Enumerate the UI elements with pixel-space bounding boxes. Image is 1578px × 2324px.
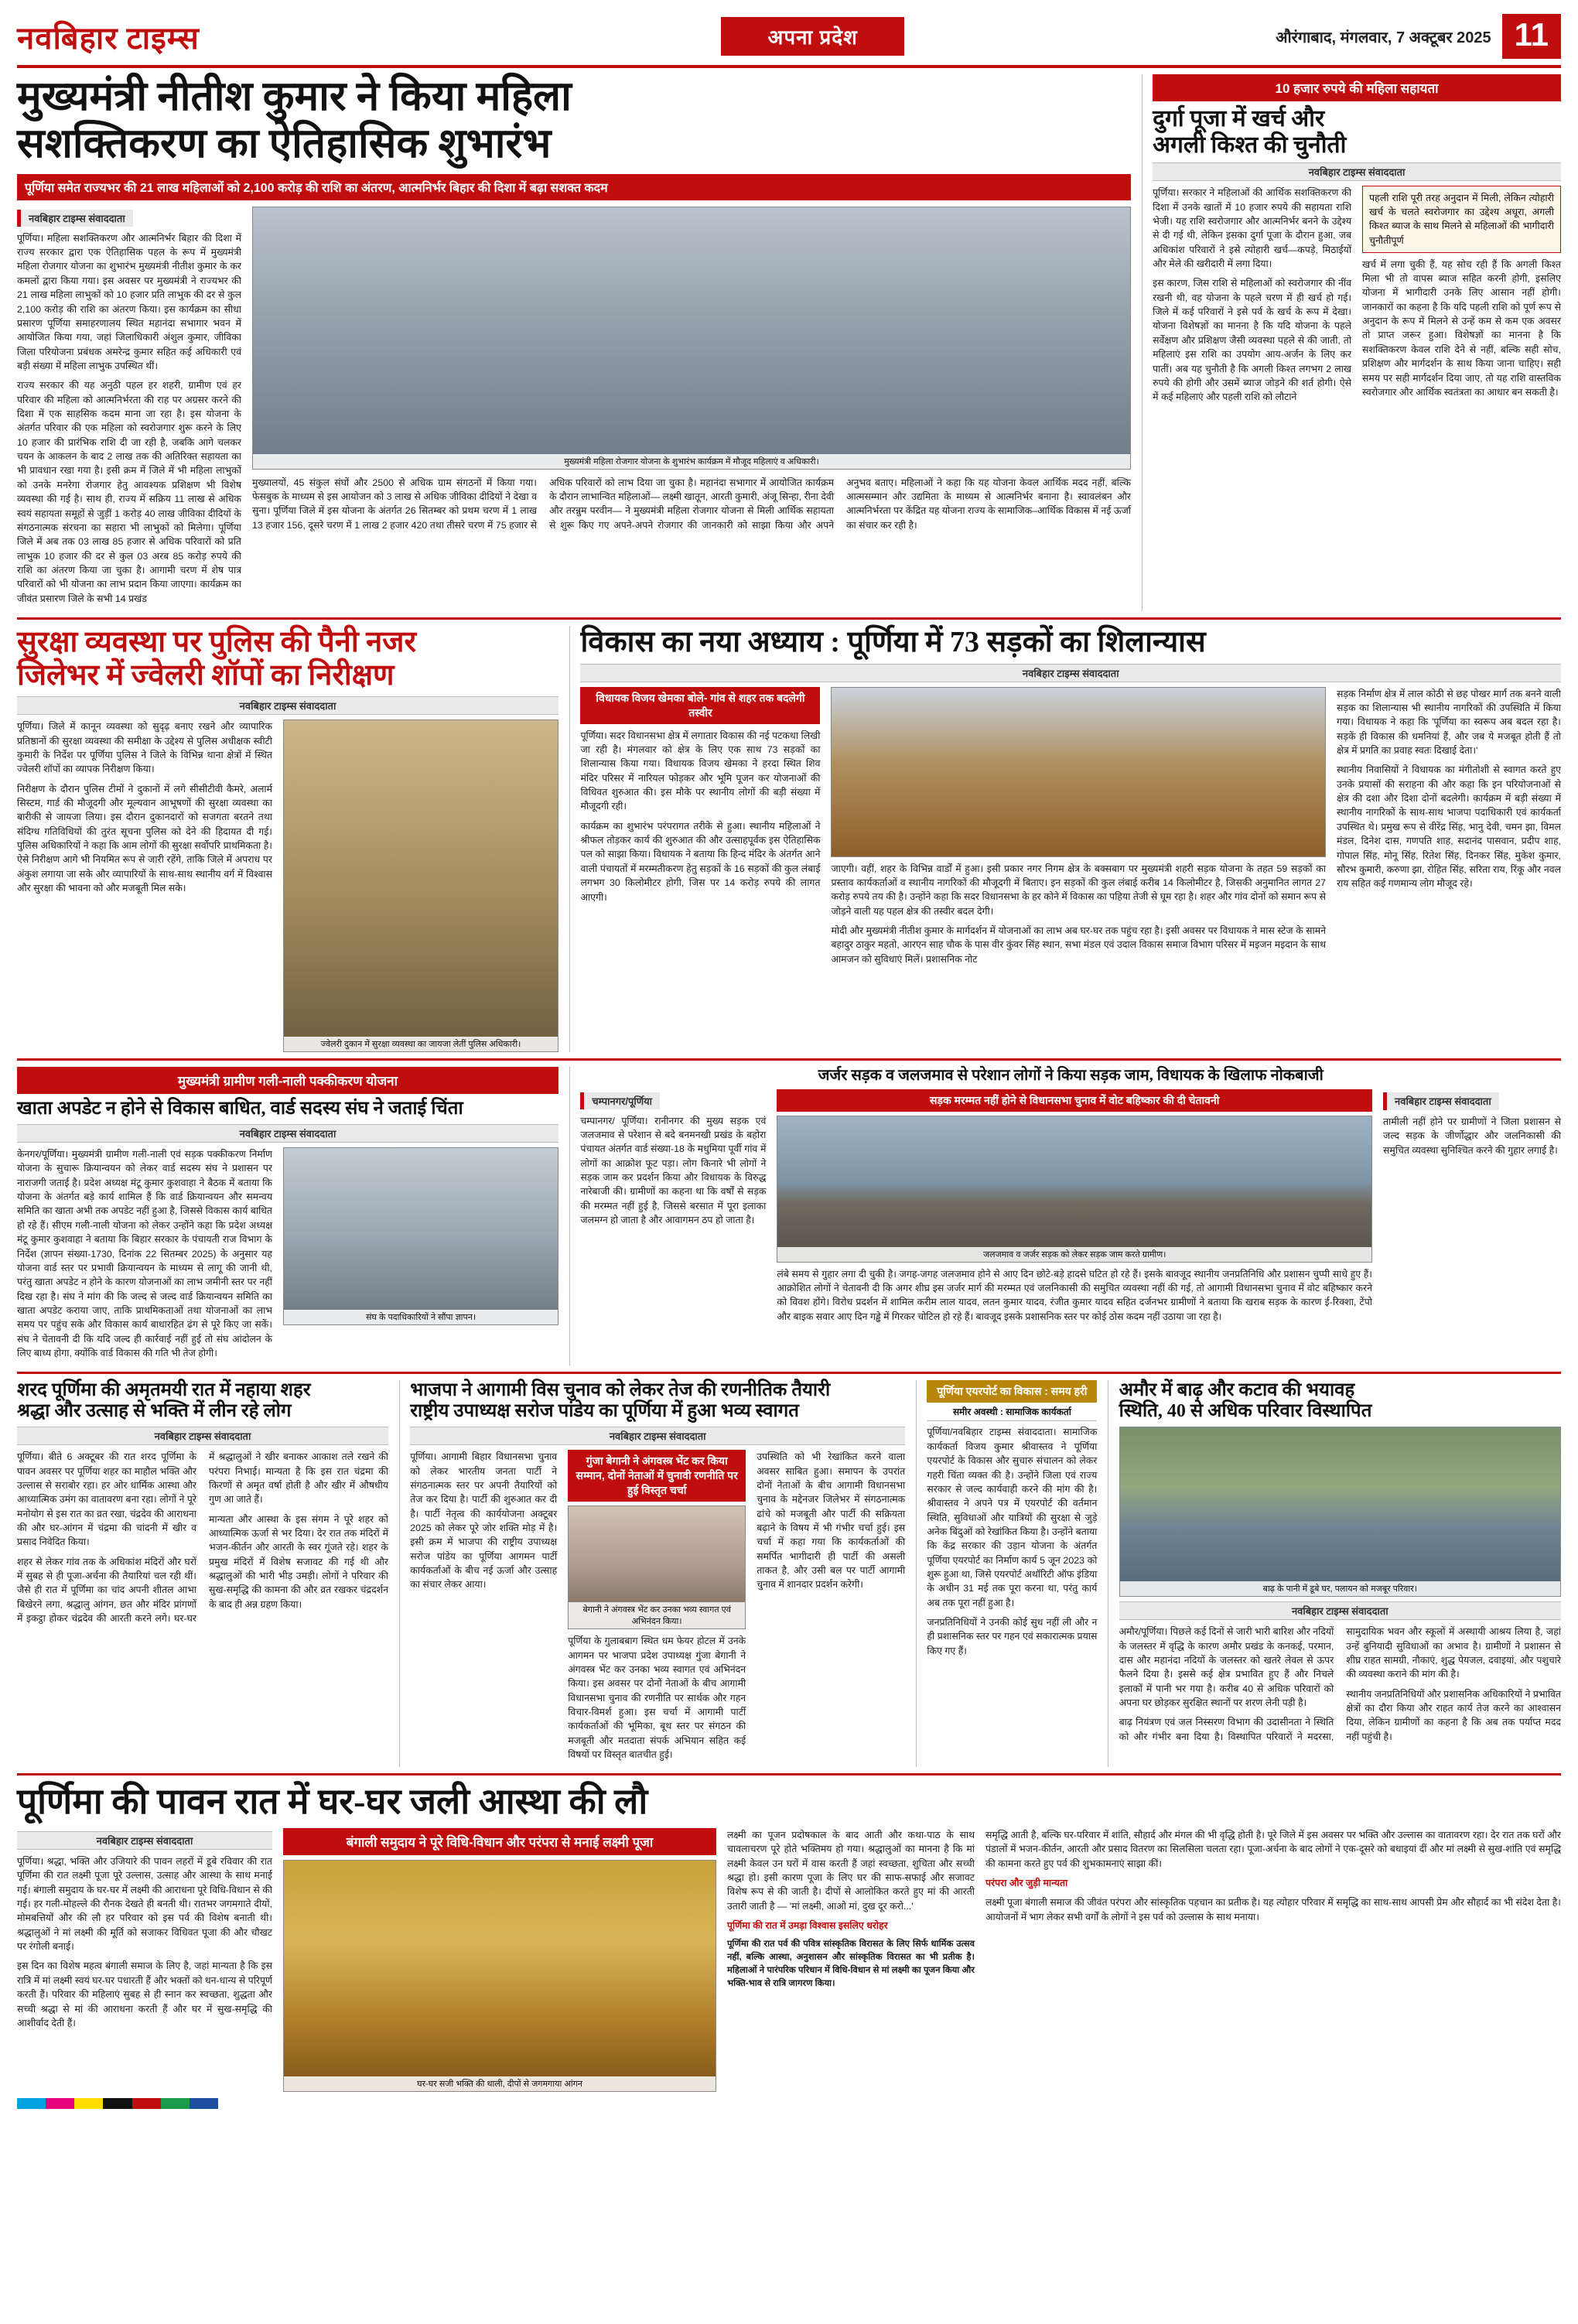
masthead-right (1276, 14, 1561, 59)
bjp-photo (568, 1505, 746, 1629)
lead-photo (252, 207, 1131, 470)
jarjar-photo (777, 1116, 1372, 1263)
color-registration-strip (17, 2098, 218, 2109)
flood-photo (1119, 1427, 1561, 1597)
airport-redbar: पूर्णिया एयरपोर्ट का विकास : समय हरी (927, 1380, 1097, 1403)
police-photo-wrap (283, 719, 558, 1052)
lead-subhead: पूर्णिया समेत राज्यभर की 21 लाख महिलाओं को 2,100 करोड़ की राशि का अंतरण, आत्मनिर्भर बिहार की दिशा में बढ़ा सशक्त कदम (17, 174, 1131, 200)
top-right-kicker: पहली राशि पूरी तरह अनुदान में मिली, लेकिन त्योहारी खर्च के चलते स्वरोजगार का उद्देश्य अधूरा, अगली किश्त ब्याज के साथ मिलने से महिलाओं की भागीदारी चुनौतीपूर्ण (1362, 186, 1561, 253)
lakshmi-col-1 (17, 1828, 272, 2092)
lakshmi-para-5: समृद्धि आती है, बल्कि घर-परिवार में शांति, सौहार्द और मंगल की भी वृद्धि होती है। पूरे जिले में इस अवसर पर भक्ति और उल्लास का वातावरण रहा। देर रात तक घरों और पंडालों में भजन-कीर्तन, आरती और प्रसाद वितरण का सिलसिला चलता रहा। पूजा-अर्चना के बाद लोगों ने एक-दूसरे को बधाइयां दीं और मां लक्ष्मी से सुख-शांति एवं समृद्धि की कामना करते हुए पर्व की शुभकामनाएं साझा कीं। (985, 1829, 1562, 1869)
vikas-para-5: सड़क निर्माण क्षेत्र में लाल कोठी से छह पोखर मार्ग तक बनने वाली सड़क का शिलान्यास भी स्थानीय नागरिकों की उपस्थिति में किया गया। विधायक ने कहा कि 'पूर्णिया का स्वरूप अब बदल रहा है। सड़कें ही विकास की धमनियां हैं, और जब ये मजबूत होती हैं तो क्षेत्र में प्रगति का प्रवाह स्वतः दिखाई देता।' (1337, 688, 1561, 757)
top-right-byline: नवबिहार टाइम्स संवाददाता (1153, 162, 1561, 181)
lead-col-1 (17, 207, 241, 611)
bjp-byline: नवबिहार टाइम्स संवाददाता (410, 1427, 905, 1445)
police-story (17, 626, 558, 1052)
jarjar-para-3: तामीली नहीं होने पर ग्रामीणों ने जिला प्रशासन से जल्द सड़क के जीर्णोद्धार और जलनिकासी की समुचित व्यवस्था सुनिश्चित करने की गुहार लगाई है। (1383, 1116, 1561, 1156)
vikas-photo (831, 687, 1326, 857)
vikas-subbar: विधायक विजय खेमका बोले- गांव से शहर तक बदलेगी तस्वीर (580, 687, 820, 724)
gali-nali-redbar: मुख्यमंत्री ग्रामीण गली-नाली पक्कीकरण योजना (17, 1067, 558, 1094)
top-right-headline-line2: अगली किश्त की चुनौती (1153, 132, 1347, 158)
lakshmi-photo (283, 1860, 716, 2092)
sharad-headline-line1: शरद पूर्णिमा की अमृतमयी रात में नहाया शहर (17, 1380, 311, 1401)
flood-story (1119, 1380, 1561, 1767)
lead-body (17, 207, 1131, 611)
lakshmi-col-2 (283, 1828, 716, 2092)
bjp-col-3 (757, 1450, 905, 1767)
vikas-headline (580, 626, 1561, 659)
airport-report (927, 1380, 1097, 1767)
masthead (17, 14, 1561, 68)
lakshmi-para-2: इस दिन का विशेष महत्व बंगाली समाज के लिए है, जहां मान्यता है कि इस रात्रि में मां लक्ष्मी स्वयं घर-घर पधारती हैं और भक्तों को धन-धान्य से परिपूर्ण करती हैं। परिवार की महिलाएं सुबह से ही स्नान कर स्वच्छता, शुद्धता और सच्ची श्रद्धा से मां की आराधना करती हैं और घर में सुख-समृद्धि की आशीर्वाद देती हैं। (17, 1960, 272, 2028)
lakshmi-redbar: बंगाली समुदाय ने पूरे विधि-विधान और परंपरा से मनाई लक्ष्मी पूजा (283, 1828, 716, 1855)
sharad-byline: नवबिहार टाइम्स संवाददाता (17, 1427, 388, 1445)
lakshmi-story (17, 1782, 1561, 2092)
gali-nali-col-1 (17, 1147, 272, 1365)
lead-photo-below-text (252, 476, 1131, 535)
lakshmi-byline: नवबिहार टाइम्स संवाददाता (17, 1831, 272, 1850)
gali-nali-photo (283, 1147, 558, 1325)
police-headline-line1: सुरक्षा व्यवस्था पर पुलिस की पैनी नजर (17, 626, 417, 659)
top-right-para-3: खर्च में लगा चुकी हैं, यह सोच रही हैं कि अगली किश्त मिला भी तो वापस ब्याज सहित करनी होगी, इसलिए योजना में भागीदारी उनके लिए आसान नहीं होगी। जानकारों का कहना है कि यदि पहली राशि को पूर्ण रूप से अनुदान के रूप में मिलने से उन्हें कम से कम एक अवसर तो प्राप्त जरूर हुआ। विशेषज्ञों का मानना है कि सशक्तिकरण केवल राशि देने से नहीं, बल्कि सही सोच, प्रशिक्षण और मार्गदर्शन के साथ किया जाना चाहिए। सही समय पर सही मार्गदर्शन दिया जाए, तो यह राशि वास्तविक स्वरोजगार और आर्थिक स्वतंत्रता का आधार बन सकती है। (1362, 258, 1561, 398)
masthead-center (350, 17, 1276, 56)
lakshmi-para-4: पूर्णिमा की रात पर्व की पवित्र सांस्कृतिक विरासत के लिए सिर्फ धार्मिक उत्सव नहीं, बल्कि आस्था, अनुशासन और सांस्कृतिक विरासत का भी प्रतीक है। महिलाओं ने पारंपरिक परिधान में विधि-विधान से मां लक्ष्मी का पूजन किया और भक्ति-भाव से रात्रि जागरण किया। (727, 1940, 975, 1989)
gali-nali-headline: खाता अपडेट न होने से विकास बाधित, वार्ड सदस्य संघ ने जताई चिंता (17, 1099, 463, 1119)
second-section (17, 626, 1561, 1052)
bjp-headline-line1: भाजपा ने आगामी विस चुनाव को लेकर तेज की रणनीतिक तैयारी (410, 1380, 831, 1401)
bjp-photo-caption: बेगानी ने अंगवस्त्र भेंट कर उनका भव्य स्वागत एवं अभिनंदन किया। (569, 1602, 745, 1629)
vikas-para-4: मोदी और मुख्यमंत्री नीतीश कुमार के मार्गदर्शन में योजनाओं का लाभ अब घर-घर तक पहुंच रहा है। इसी अवसर पर विधायक ने मास स्टेज के सामने बहादुर ठाकुर महतो, आरएन साह चौक के पास वीर कुंवर सिंह स्थान, सभा मंडल एवं उदाल विकास समाज विभाग परिसर में मइजन मइदान के साथ आमजन को सुविधाएं मिलें। प्रशासनिक नोट (831, 925, 1326, 965)
police-body (17, 719, 558, 1052)
lead-story (17, 74, 1131, 611)
jarjar-story (580, 1067, 1561, 1365)
top-right-story (1153, 74, 1561, 611)
gali-nali-para-1: केनगर/पूर्णिया। मुख्यमंत्री ग्रामीण गली-नाली एवं सड़क पक्कीकरण निर्माण योजना के सुचारू क्रियान्वयन को लेकर वार्ड सदस्य संघ ने प्रशासन पर नाराजगी जताई है। प्रदेश अध्यक्ष मंटू कुमार कुशवाहा ने बैठक में बताया कि योजना के अंतर्गत बड़े कार्य शामिल हैं कि वार्ड क्रियान्वयन और समन्वय समिति का खाता अभी तक अपडेट नहीं हुआ है, जिससे विकास कार्य बाधित हो रहे हैं। सीएम गली-नाली योजना को लेकर उन्होंने कहा कि प्रदेश अध्यक्ष मंटू कुमार कुशवाहा ने बताया कि बिहार सरकार के पंचायती राज विभाग के निर्देश (ज्ञापन संख्या-1730, दिनांक 22 सितम्बर 2025) के अनुसार यह योजना वार्ड स्तर पर प्रभावी क्रियान्वयन के माध्यम से लागू की जानी थी, परंतु खाता अपडेट न होने के कारण योजनाओं का लाभ जमीनी स्तर पर नहीं दिख रहा है। संघ ने मांग की कि जल्द से जल्द वार्ड क्रियान्वयन समिति का खाता अपडेट कराया जाए, ताकि प्राथमिकताओं तथा योजनाओं का लाभ समय पर पहुंच सके और विकास कार्य बाधारहित ढंग से पूरे किए जा सकें। संघ ने चेतावनी दी कि यदि जल्द ही कार्रवाई नहीं हुई तो संघ आंदोलन के लिए बाध्य होगा, क्योंकि वार्ड विकास की गति भी तेज होगी। (17, 1149, 272, 1359)
vikas-story (580, 626, 1561, 1052)
airport-para-1: पूर्णिया/नवबिहार टाइम्स संवाददाता। सामाजिक कार्यकर्ता विजय कुमार श्रीवास्तव ने पूर्णिया एयरपोर्ट के विकास और सुचारु संचालन को लेकर गहरी चिंता व्यक्त की है। उन्होंने जिला एवं राज्य सरकार से जल्द कार्यवाही करने की मांग की है। श्रीवास्तव ने अपने पत्र में एयरपोर्ट की वर्तमान स्थिति, सुविधाओं और यात्रियों की सुरक्षा से जुड़े अनेक बिंदुओं को रेखांकित किया है। उन्होंने बताया कि केंद्र सरकार की उड़ान योजना के अंतर्गत पूर्णिया एयरपोर्ट का निर्माण कार्य 5 जून 2023 को शुरू हुआ था, जिसे एयरपोर्ट अथॉरिटी ऑफ इंडिया के अधीन 31 मई तक पूरा करना था, परंतु कार्य अब तक पूरा नहीं हुआ है। (927, 1427, 1098, 1608)
top-right-body (1153, 186, 1561, 409)
flood-headline-line1: अमौर में बाढ़ और कटाव की भयावह (1119, 1380, 1355, 1401)
police-photo-caption: ज्वेलरी दुकान में सुरक्षा व्यवस्था का जायजा लेतीं पुलिस अधिकारी। (284, 1037, 558, 1051)
bjp-redbar: गुंजा बेगानी ने अंगवस्त्र भेंट कर किया सम्मान, दोनों नेताओं में चुनावी रणनीति पर हुई विस्तृत चर्चा (568, 1450, 746, 1502)
lead-photo-wrap (252, 207, 1131, 611)
fourth-section (17, 1380, 1561, 1767)
vikas-col-3 (1337, 687, 1561, 972)
lakshmi-col-4 (985, 1828, 1561, 2092)
lead-para-1: पूर्णिया। महिला सशक्तिकरण और आत्मनिर्भर बिहार की दिशा में राज्य सरकार द्वारा एक ऐतिहासिक पहल के रूप में मुख्यमंत्री महिला रोजगार योजना का शुभारंभ मुख्यमंत्री नीतीश कुमार के कर कमलों द्वारा किया गया। इस अवसर पर मुख्यमंत्री ने राज्यभर की 21 लाख महिला लाभुकों को 10 हजार प्रति लाभुक की दर से कुल 2,100 करोड़ की राशि का अंतरण किया। इस कार्यक्रम का सीधा प्रसारण पूर्णिया समाहरणालय स्थित महानंदा सभागार भवन में आयोजित किया गया, जहां जिलाधिकारी अंशुल कुमार, जीविका जिला परियोजना प्रबंधक अमरेन्द्र कुमार सहित कई अधिकारी एवं बड़ी संख्या में महिला लाभुक उपस्थित थीं। (17, 232, 241, 371)
dateline: औरंगाबाद, मंगलवार, 7 अक्टूबर 2025 (1276, 29, 1491, 46)
divider-red-4 (17, 1773, 1561, 1775)
flood-photo-caption: बाढ़ के पानी में डूबे घर, पलायन को मजबूर परिवार। (1120, 1581, 1560, 1596)
jarjar-byline-left: चम्पानगर/पूर्णिया (580, 1092, 660, 1109)
sharad-para-1: पूर्णिया। बीते 6 अक्टूबर की रात शरद पूर्णिमा के पावन अवसर पर पूर्णिया शहर का माहौल भक्ति और उल्लास से सराबोर रहा। हर ओर धार्मिक आस्था और आध्यात्मिक उमंग का वातावरण बना रहा। लोगों ने पूरे मनोयोग से इस रात का व्रत रखा, चंद्रदेव की आराधना की और घर-आंगन में चंद्रमा की चांदनी में खीर व प्रसाद निवेदित किया। (17, 1451, 196, 1548)
lead-photo-caption: मुख्यमंत्री महिला रोजगार योजना के शुभारंभ कार्यक्रम में मौजूद महिलाएं व अधिकारी। (253, 454, 1130, 469)
strip-blue (190, 2098, 218, 2109)
police-photo (283, 719, 558, 1052)
top-section (17, 74, 1561, 611)
lakshmi-para-1: पूर्णिया। श्रद्धा, भक्ति और उजियारे की पावन लहरों में डूबे रविवार की रात पूर्णिमा की रात लक्ष्मी पूजा पूरे उल्लास, उत्साह और आस्था के साथ मनाई गई। बंगाली समुदाय के घर-घर में लक्ष्मी की आराधना पूरे विधि-विधान से की गई। हर गली-मोहल्ले की रौनक देखते ही बनती थी। रातभर जगमगाते दीयों, मोमबत्तियों और की लौ हर परिवार को इस पर्व की विशेष बनाती थी। श्रद्धालुओं ने मां लक्ष्मी की मूर्ति को सजाकर विधिवत पूजा की और चौखट पर रंगोली बनाई। (17, 1855, 272, 1953)
lakshmi-photo-caption: घर-घर सजी भक्ति की थाली, दीपों से जगमगाया आंगन (284, 2076, 716, 2091)
sharad-body (17, 1450, 388, 1625)
strip-red (132, 2098, 161, 2109)
gali-nali-byline: नवबिहार टाइम्स संवाददाता (17, 1124, 558, 1143)
vikas-col-2 (831, 687, 1326, 972)
jarjar-col-3 (1383, 1089, 1561, 1329)
lakshmi-body (17, 1828, 1561, 2092)
lakshmi-para-6: लक्ष्मी पूजा बंगाली समाज की जीवंत परंपरा और सांस्कृतिक पहचान का प्रतीक है। यह त्योहार परिवार में समृद्धि का साथ-साथ आपसी प्रेम और सौहार्द का भी संदेश देता है। आयोजनों में भाग लेकर सभी वर्गों के लोगों ने इस पर्व को उल्लास के साथ मनाया। (985, 1897, 1561, 1922)
bjp-story (410, 1380, 905, 1767)
vikas-col-1 (580, 687, 820, 972)
flood-byline: नवबिहार टाइम्स संवाददाता (1119, 1601, 1561, 1620)
lakshmi-subhead-2: परंपरा और जुड़ी मान्यता (985, 1878, 1068, 1888)
jarjar-para-2: लंबे समय से गुहार लगा दी चुकी है। जगह-जगह जलजमाव होने से आए दिन छोटे-बड़े हादसे घटित हो रहे हैं। इसके बावजूद स्थानीय जनप्रतिनिधि और प्रशासन चुप्पी साधे हुए हैं। आक्रोशित लोगों ने चेतावनी दी कि अगर शीघ्र इस जर्जर मार्ग की मरम्मत एवं जलनिकासी की समुचित व्यवस्था नहीं की गई, तो आगामी विधानसभा चुनाव में वोट बहिष्कार करने को विवश होंगे। विरोध प्रदर्शन में शामिल करीम लाल यादव, लतन कुमार यादव, रंजीत कुमार यादव सहित दर्जनभर ग्रामीणों ने बताया कि खराब सड़क के कारण ई-रिक्शा, टेंपो और बाइक सवार आए दिन गड्ढे में गिरकर चोटिल हो रहे हैं। बावजूद इसके प्रशासनिक स्तर पर कोई ठोस कदम नहीं उठाया जा रहा है। (777, 1268, 1372, 1322)
police-col-1 (17, 719, 272, 1052)
police-byline: नवबिहार टाइम्स संवाददाता (17, 696, 558, 715)
police-headline-line2: जिलेभर में ज्वेलरी शॉपों का निरीक्षण (17, 658, 394, 692)
airport-para-2: जनप्रतिनिधियों ने उनकी कोई सुध नहीं ली और न ही प्रशासनिक स्तर पर गहन एवं सकारात्मक प्रयास किए गए हैं। (927, 1617, 1098, 1656)
gali-nali-photo-wrap (283, 1147, 558, 1365)
strip-black (103, 2098, 132, 2109)
sharad-para-3: मान्यता और आस्था के इस संगम ने पूरे शहर को आध्यात्मिक ऊर्जा से भर दिया। देर रात तक मंदिरों में भजन-कीर्तन और आरती के स्वर गूंजते रहे। शहर के प्रमुख मंदिरों में विशेष सजावट की गई थी और श्रद्धालुओं की भारी भीड़ उमड़ी। लोगों ने परिवार की सुख-समृद्धि की कामना की और व्रत रखकर चंद्रदर्शन के बाद ही अन्न ग्रहण किया। (209, 1513, 388, 1610)
bjp-col-1 (410, 1450, 557, 1767)
vikas-headline-text: विकास का नया अध्याय : पूर्णिया में 73 सड़कों का शिलान्यास (580, 626, 1206, 659)
flood-para-2: बाढ़ नियंत्रण एवं जल निस्सरण विभाग की उदासीनता ने स्थिति को और गंभीर बना दिया है। विस्थापित परिवारों ने मदरसा, सामुदायिक भवन और स्कूलों में अस्थायी आश्रय लिया है, जहां उन्हें बुनियादी सुविधाओं का अभाव है। ग्रामीणों ने प्रशासन से शीघ्र राहत सामग्री, नौकाएं, शुद्ध पेयजल, दवाइयां, और पशुचारे की व्यवस्था कराने की मांग की है। (1119, 1626, 1561, 1742)
jarjar-redbar: सड़क मरम्मत नहीं होने से विधानसभा चुनाव में वोट बहिष्कार की दी चेतावनी (777, 1089, 1372, 1112)
jarjar-body (580, 1089, 1561, 1329)
flood-para-3: स्थानीय जनप्रतिनिधियों और प्रशासनिक अधिकारियों ने प्रभावित क्षेत्रों का दौरा किया और राहत कार्य तेज करने का आश्वासन दिया, लेकिन ग्रामीणों का कहना है कि अब तक पर्याप्त मदद नहीं पहुंची है। (1346, 1688, 1561, 1742)
third-section (17, 1067, 1561, 1365)
page-number: 11 (1502, 14, 1561, 59)
vikas-body (580, 687, 1561, 972)
strip-yellow (74, 2098, 103, 2109)
strip-cyan (17, 2098, 46, 2109)
vikas-para-1: पूर्णिया। सदर विधानसभा क्षेत्र में लगातार विकास की नई पटकथा लिखी जा रही है। मंगलवार को क्षेत्र के लिए एक साथ 73 सड़कों का शिलान्यास किया गया। विधायक विजय खेमका ने हरदा स्थित शिव मंदिर परिसर में नारियल फोड़कर और भूमि पूजन कर योजनाओं की विधिवत शुरुआत की। इस मौके पर स्थानीय लोगों की बड़ी संख्या में मौजूदगी रही। (580, 730, 821, 812)
gali-nali-story (17, 1067, 558, 1365)
lakshmi-subhead-1: पूर्णिमा की रात में उमड़ा विश्वास इसलिए धरोहर (727, 1920, 888, 1932)
lakshmi-headline: पूर्णिमा की पावन रात में घर-घर जली आस्था की लौ (17, 1782, 648, 1822)
vikas-para-2: कार्यक्रम का शुभारंभ परंपरागत तरीके से हुआ। स्थानीय महिलाओं ने श्रीफल तोड़कर कार्य की शुरुआत की और उत्साहपूर्वक इस ऐतिहासिक पल को साझा किया। विधायक ने बताया कि हिन्द मंदिर के अंतर्गत आने वाली पंचायतों में मरम्मतीकरण हेतु सड़कों के 16 सड़कों की कुल लंबाई लगभग 30 किलोमीटर होगी, जिस पर 14 करोड़ रुपये की लागत आएगी। (580, 820, 821, 903)
bjp-col-2 (568, 1450, 746, 1767)
jarjar-para-1: चम्पानगर/ पूर्णिया। रानीनगर की मुख्य सड़क एवं जलजमाव से परेशान से बदे बनमनखी प्रखंड के बहोरा पंचायत अंतर्गत वार्ड संख्या-18 के मधुमिया पूर्वी गांव में लोगों का आक्रोश फूट पड़ा। लोग किनारे भी लोगों ने सड़क जाम कर प्रदर्शन किया और विधायक के विरुद्ध नारेबाजी की। ग्रामीणों का कहना था कि वर्षों से सड़क की मरम्मत नहीं हुई है, जिससे बरसात में पूरा इलाका जलमग्न हो जाता है और आवागमन ठप हो जाता है। (580, 1115, 767, 1226)
lead-para-2: राज्य सरकार की यह अनुठी पहल हर शहरी, ग्रामीण एवं हर परिवार की महिला को आत्मनिर्भरता की राह पर अग्रसर करने की दिशा में एक साहसिक कदम माना जा रहा है। इस योजना के अंतर्गत परिवार की एक महिला को स्वरोजगार शुरू करने के लिए 10 हजार की प्रारंभिक राशि दी जा रही है, जबकि आगे चलकर चयन के आकलन के बाद 2 लाख तक की अतिरिक्त सहायता का भी प्रावधान रखा गया है। इसी क्रम में जिले में भी महिला लाभुकों को उनके मनरेगा रोजगार हेतु आवश्यक प्रशिक्षण भी विशेष व्यवस्था की गई है। साथ ही, राज्य में सक्रिय 11 लाख से अधिक स्वयं सहायता समूहों से जुड़ीं 1 करोड़ 40 लाख जीविका दीदियों के संगठनात्मक संरचना का सहारा भी लाभुकों को मिलेगा। पूर्णिया जिले में अब तक 03 लाख 85 हजार से अधिक परिवारों को प्रति लाभुक 10 हजार की दर से कुल 03 अरब 85 करोड़ रुपये की राशि का अंतरण किया जा चुका है। आगामी चरण में शेष पात्र परिवारों को भी योजना का लाभ प्रदान किया जाएगा। कार्यक्रम का जीवंत प्रसारण जिले के सभी 14 प्रखंड (17, 380, 241, 604)
strip-green (161, 2098, 190, 2109)
jarjar-col-1 (580, 1089, 766, 1329)
sharad-headline-line2: श्रद्धा और उत्साह से भक्ति में लीन रहे लोग (17, 1401, 292, 1422)
vikas-para-6: स्थानीय निवासियों ने विधायक का मंगीतोशी से स्वागत करते हुए उनके प्रयासों की सराहना की और कहा कि इन परियोजनाओं से क्षेत्र की दशा और दिशा दोनों बदलेगी। कार्यक्रम में बड़ी संख्या में स्थानीय नागरिकों के साथ-साथ भाजपा पदाधिकारी एवं कार्यकर्ता उपस्थित थे। प्रमुख रूप से वीरेंद्र सिंह, भानु देवी, चमन झा, विमल मंडल, दिनेश दास, गणपति शाह, सदानंद पासवान, प्रदीप शाह, गोपाल सिंह, मोनू सिंह, रितेश सिंह, दिनकर सिंह, मुकेश कुमार, सौरभ कुमारी, करुणा झा, रोहित सिंह, सरिता राय, रिंकू और नवल राय सहित कई गणमान्य लोग मौजूद रहे। (1337, 764, 1561, 890)
bjp-body (410, 1450, 905, 1767)
lead-headline-line1: मुख्यमंत्री नीतीश कुमार ने किया महिला (17, 74, 572, 119)
flood-para-1: अमौर/पूर्णिया। पिछले कई दिनों से जारी भारी बारिश और नदियों के जलस्तर में वृद्धि के कारण अमौर प्रखंड के कनकई, परमान, दास और महानंदा नदियों के जलस्तर को खतरे लेवल से ऊपर फैलने दिया है। इससे कई क्षेत्र प्रभावित हुए हैं और निचले इलाकों में पानी भर गया है। करीब 40 से अधिक परिवारों को अपना घर छोड़कर सुरक्षित स्थानों पर शरण लेनी पड़ी है। (1119, 1626, 1334, 1708)
vikas-byline: नवबिहार टाइम्स संवाददाता (580, 664, 1561, 682)
bjp-para-2: पूर्णिया के गुलाबबाग स्थित धम फेयर होटल में उनके आगमन पर भाजपा प्रदेश उपाध्यक्ष गुंजा बेगानी ने अंगवस्त्र भेंट कर उनका भव्य स्वागत एवं अभिनंदन किया। इस अवसर पर दोनों नेताओं के बीच आगामी विधानसभा चुनाव की रणनीति पर सार्थक और गहन विचार-विमर्श हुआ। इस चर्चा में आगामी पार्टी कार्यकर्ताओं की भूमिका, बूथ स्तर पर संगठन की मजबूती और मतदाता संपर्क अभियान सहित कई विषयों पर विस्तृत बातचीत हुई। (568, 1635, 746, 1761)
bjp-para-3: उपस्थिति को भी रेखांकित करने वाला अवसर साबित हुआ। समापन के उपरांत दोनों नेताओं के बीच आगामी विधानसभा चुनाव के मद्देनजर जिलेभर में संगठनात्मक ढांचे को मजबूती और पार्टी की सक्रियता बढ़ाने के विषय में भी गंभीर चर्चा हुई। इस चर्चा में कहा गया कि कार्यकर्ताओं की समर्पित भागीदारी ही पार्टी की असली ताकत है, और उसी बल पर पार्टी आगामी चुनाव में शानदार प्रदर्शन करेगी। (757, 1451, 906, 1591)
newspaper-title: नवबिहार टाइम्स (17, 20, 200, 56)
divider-red-2 (17, 1058, 1561, 1061)
jarjar-byline: नवबिहार टाइम्स संवाददाता (1383, 1092, 1499, 1110)
bjp-para-1: पूर्णिया। आगामी बिहार विधानसभा चुनाव को लेकर भारतीय जनता पार्टी ने संगठनात्मक स्तर पर अपनी तैयारियों को तेज कर दिया है। पार्टी की शुरुआत कर दी है। पार्टी नेतृत्व की कार्ययोजना अक्टूबर 2025 को लेकर पूरे जोर शक्ति मोड़ में है। इसी क्रम में भाजपा की राष्ट्रीय उपाध्यक्ष सरोज पांडेय का पूर्णिया आगमन पार्टी कार्यकर्ताओं के बीच नई ऊर्जा और उत्साह का संचार लेकर आया। (410, 1451, 558, 1591)
flood-headline-line2: स्थिति, 40 से अधिक परिवार विस्थापित (1119, 1401, 1372, 1422)
sharad-story (17, 1380, 388, 1767)
airport-subbar: समीर अवस्थी : सामाजिक कार्यकर्ता (927, 1403, 1097, 1421)
lakshmi-col-3 (727, 1828, 975, 2092)
vikas-para-3: जाएगी। वहीं, शहर के विभिन्न वार्डों में हुआ। इसी प्रकार नगर निगम क्षेत्र के बक्सबाग पर मुख्यमंत्री शहरी सड़क योजना के तहत 59 सड़कों का प्रस्ताव कार्यकर्ताओं व स्थानीय नागरिकों की मौजूदगी में बिताए। इन सड़कों की कुल लंबाई करीब 14 किलोमीटर है, जिसकी अनुमानित लागत 27 करोड़ रुपये तय की है। उन्होंने कहा कि सदर विधानसभा के हर कोने में विकास का पहिया तेजी से घूम रहा है। शहर और गांव दोनों को समान रूप से जोड़ने वाली यह पहल क्षेत्र की तस्वीर बदल देगी। (831, 863, 1326, 917)
police-para-2: निरीक्षण के दौरान पुलिस टीमों ने दुकानों में लगे सीसीटीवी कैमरे, अलार्म सिस्टम, गार्ड की मौजूदगी और मूल्यवान आभूषणों की सुरक्षा व्यवस्था का बारीकी से जायजा लिया। इस दौरान दुकानदारों को सजगता बरतने तथा संदिग्ध गतिविधियों की तुरंत सूचना पुलिस को देने की हिदायत दी गई। पुलिस अधिकारियों ने कहा कि आम लोगों की सुरक्षा सर्वोपरि प्राथमिकता है। ऐसे निरीक्षण आगे भी नियमित रूप से जारी रहेंगे, ताकि जिले में अपराध पर अंकुश लगाया जा सके और व्यापारियों के साथ-साथ स्थानीय वर्ग में विश्वास और सुरक्षा की भावना को और मजबूती मिल सके। (17, 783, 272, 894)
top-right-redbar: 10 हजार रुपये की महिला सहायता (1153, 74, 1561, 101)
lakshmi-para-3: लक्ष्मी का पूजन प्रदोषकाल के बाद आती और कथा-पाठ के साथ चावलाचरण पूरे होते भक्तिमय हो गया। श्रद्धालुओं का मानना है कि मां लक्ष्मी केवल उन घरों में वास करती हैं जहां स्वच्छता, शुचिता और सच्ची श्रद्धा हो। इसी कारण पूजा के लिए घर की साफ-सफाई और सजावट विशेष रूप से की जाती है। दीपों से आलोकित करते हुए मां की आरती उतारी जाती है — 'मां लक्ष्मी, आओ मां, दुख दूर करो...' (727, 1829, 975, 1912)
police-para-1: पूर्णिया। जिले में कानून व्यवस्था को सुदृढ़ बनाए रखने और व्यापारिक प्रतिष्ठानों की सुरक्षा व्यवस्था की समीक्षा के उद्देश्य से पुलिस अधीक्षक स्वीटी कुमारी के निर्देश पर पूर्णिया पुलिस ने जिले के विभिन्न थाना क्षेत्रों में स्थित ज्वेलरी शॉपों का व्यापक निरीक्षण किया। (17, 721, 272, 775)
top-right-para-1: पूर्णिया। सरकार ने महिलाओं की आर्थिक सशक्तिकरण की दिशा में उनके खातों में 10 हजार रुपये की सहायता राशि भेजी। यह राशि स्वरोजगार और आत्मनिर्भर बनने के उद्देश्य से दी गई थी, लेकिन इसका दुर्गा पूजा के दौरान हुआ, जब अधिकांश परिवारों ने इसे त्योहारी खर्च—कपड़े, मिठाईयों और मेले की खरीदारी में लगा दिया। (1153, 187, 1352, 269)
top-right-headline-line1: दुर्गा पूजा में खर्च और (1153, 106, 1325, 132)
lead-headline-line2: सशक्तिकरण का ऐतिहासिक शुभारंभ (17, 121, 552, 167)
section-badge: अपना प्रदेश (721, 17, 903, 56)
flood-body (1119, 1625, 1561, 1746)
bjp-headline-line2: राष्ट्रीय उपाध्यक्ष सरोज पांडेय का पूर्णिया में हुआ भव्य स्वागत (410, 1401, 799, 1422)
jarjar-col-2 (777, 1089, 1372, 1329)
gali-nali-body (17, 1147, 558, 1365)
strip-magenta (46, 2098, 74, 2109)
top-right-col-2 (1362, 186, 1561, 409)
top-right-col-1 (1153, 186, 1351, 409)
top-right-para-2: इस कारण, जिस राशि से महिलाओं को स्वरोजगार की नींव रखनी थी, वह योजना के पहले चरण में ही खर्च हो गई। जिले में कई परिवारों ने इसे पर्व के खर्च के रूप में देखा। योजना विशेषज्ञों का मानना है कि यदि योजना के पहले सर्वेक्षण और प्रशिक्षण जैसी व्यवस्था पहले से की जाती, तो महिलाएं इस राशि का उपयोग आय-अर्जन के लिए कर पातीं। अब यह चुनौती है कि अगली किश्त लगभग 2 लाख रुपये की होगी और उसमें ब्याज जोड़ने की शर्त होगी। ऐसे में कई महिलाएं और पहली राशि को लौटाने (1153, 278, 1352, 403)
divider-red-1 (17, 617, 1561, 620)
jarjar-photo-caption: जलजमाव व जर्जर सड़क को लेकर सड़क जाम करते ग्रामीण। (777, 1247, 1371, 1262)
gali-nali-photo-caption: संघ के पदाधिकारियों ने सौंपा ज्ञापन। (284, 1310, 558, 1324)
sharad-para-2: शहर से लेकर गांव तक के अधिकांश मंदिरों और घरों में सुबह से ही पूजा-अर्चना की तैयारियां चल रही थीं। जैसे ही रात में पूर्णिमा का चांद अपनी शीतल आभा बिखेरने लगा, श्रद्धालु आंगन, छत और मंदिर प्रांगणों में इकट्ठा होकर चंद्रदेव की आरती करने लगे। घर-घर में श्रद्धालुओं ने खीर बनाकर आकाश तले रखने की परंपरा निभाई। मान्यता है कि इस रात चंद्रमा की किरणों से अमृत वर्षा होती है और खीर में औषधीय गुण आ जाते हैं। (17, 1451, 388, 1625)
lead-para-3: मुख्यालयों, 45 संकुल संघों और 2500 से अधिक ग्राम संगठनों में किया गया। फेसबुक के माध्यम से इस आयोजन को 3 लाख से अधिक जीविका दीदियों ने देखा व सुना। पूर्णिया जिले में इस योजना के अंतर्गत 26 सितम्बर को प्रथम चरण में 1 लाख 13 हजार 156, दूसरे चरण में 1 लाख 2 हजार 420 तथा तीसरे चरण में 75 हजार से अधिक परिवारों को लाभ दिया जा चुका है। महानंदा सभागार में आयोजित कार्यक्रम के दौरान लाभान्वित महिलाओं— लक्ष्मी खातून, आरती कुमारी, अंजू सिन्हा, रीना देवी और तरन्नुम परवीन— ने मुख्यमंत्री महिला रोजगार योजना से मिली आर्थिक सहायता से शुरू किए गए अपने-अपने रोजगार की जानकारी को साझा किया और अपने अनुभव बताए। महिलाओं ने कहा कि यह योजना केवल आर्थिक मदद नहीं, बल्कि आत्मसम्मान और उद्यमिता के माध्यम से आत्मनिर्भर बनाना है। स्वावलंबन और आत्मनिर्भरता पर केंद्रित यह योजना राज्य के सामाजिक–आर्थिक विकास में नई ऊर्जा का संचार कर रही है। (252, 477, 1131, 531)
jarjar-headline: जर्जर सड़क व जलजमाव से परेशान लोगों ने किया सड़क जाम, विधायक के खिलाफ नोकबाजी (818, 1067, 1324, 1085)
lead-byline: नवबिहार टाइम्स संवाददाता (17, 210, 133, 227)
divider-red-3 (17, 1372, 1561, 1374)
